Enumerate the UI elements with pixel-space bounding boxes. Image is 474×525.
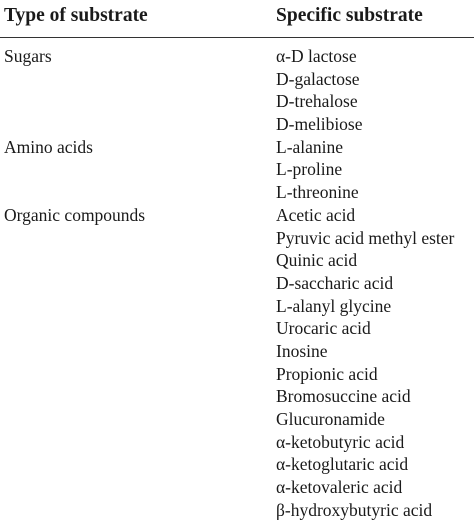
cell-specific: α-ketobutyric acid xyxy=(276,431,405,452)
cell-specific: β-hydroxybutyric acid xyxy=(276,499,433,520)
header-specific-substrate: Specific substrate xyxy=(276,5,423,26)
table-row xyxy=(0,295,474,318)
table-body xyxy=(0,45,474,521)
cell-specific: D-galactose xyxy=(276,68,360,89)
cell-specific: Quinic acid xyxy=(276,250,358,271)
cell-type: Sugars xyxy=(4,46,52,66)
table-row xyxy=(0,317,474,340)
cell-specific: Acetic acid xyxy=(276,204,356,225)
cell-specific: D-trehalose xyxy=(276,91,358,112)
table-row xyxy=(0,363,474,386)
table-row xyxy=(0,453,474,476)
table-header xyxy=(0,0,474,38)
table-row xyxy=(0,340,474,363)
cell-type: Organic compounds xyxy=(4,204,146,225)
table-row xyxy=(0,45,474,68)
cell-specific: L-threonine xyxy=(276,182,359,203)
cell-type: Amino acids xyxy=(4,136,93,157)
cell-specific: α-ketovaleric acid xyxy=(276,477,403,498)
table-row xyxy=(0,227,474,250)
table-row xyxy=(0,431,474,454)
table-row xyxy=(0,249,474,272)
table-row xyxy=(0,385,474,408)
cell-specific: L-alanine xyxy=(276,136,344,157)
cell-specific: L-proline xyxy=(276,159,343,180)
table-row xyxy=(0,181,474,204)
table-row xyxy=(0,68,474,91)
header-type-of-substrate: Type of substrate xyxy=(4,5,148,26)
table-row xyxy=(0,136,474,159)
cell-specific: Propionic acid xyxy=(276,363,378,384)
table-row xyxy=(0,476,474,499)
cell-specific: D-saccharic acid xyxy=(276,272,394,293)
table-row xyxy=(0,272,474,295)
table-row xyxy=(0,408,474,431)
cell-specific: Urocaric acid xyxy=(276,318,371,339)
cell-specific: D-melibiose xyxy=(276,114,363,135)
cell-specific: Inosine xyxy=(276,340,328,361)
table-row xyxy=(0,113,474,136)
table-row xyxy=(0,204,474,227)
cell-specific: α-D lactose xyxy=(276,46,357,66)
table-row xyxy=(0,499,474,522)
cell-specific: L-alanyl glycine xyxy=(276,295,392,316)
table-row xyxy=(0,158,474,181)
cell-specific: Glucuronamide xyxy=(276,409,385,429)
cell-specific: α-ketoglutaric acid xyxy=(276,454,409,475)
cell-specific: Bromosuccine acid xyxy=(276,386,411,407)
cell-specific: Pyruvic acid methyl ester xyxy=(276,227,455,248)
table-row xyxy=(0,90,474,113)
